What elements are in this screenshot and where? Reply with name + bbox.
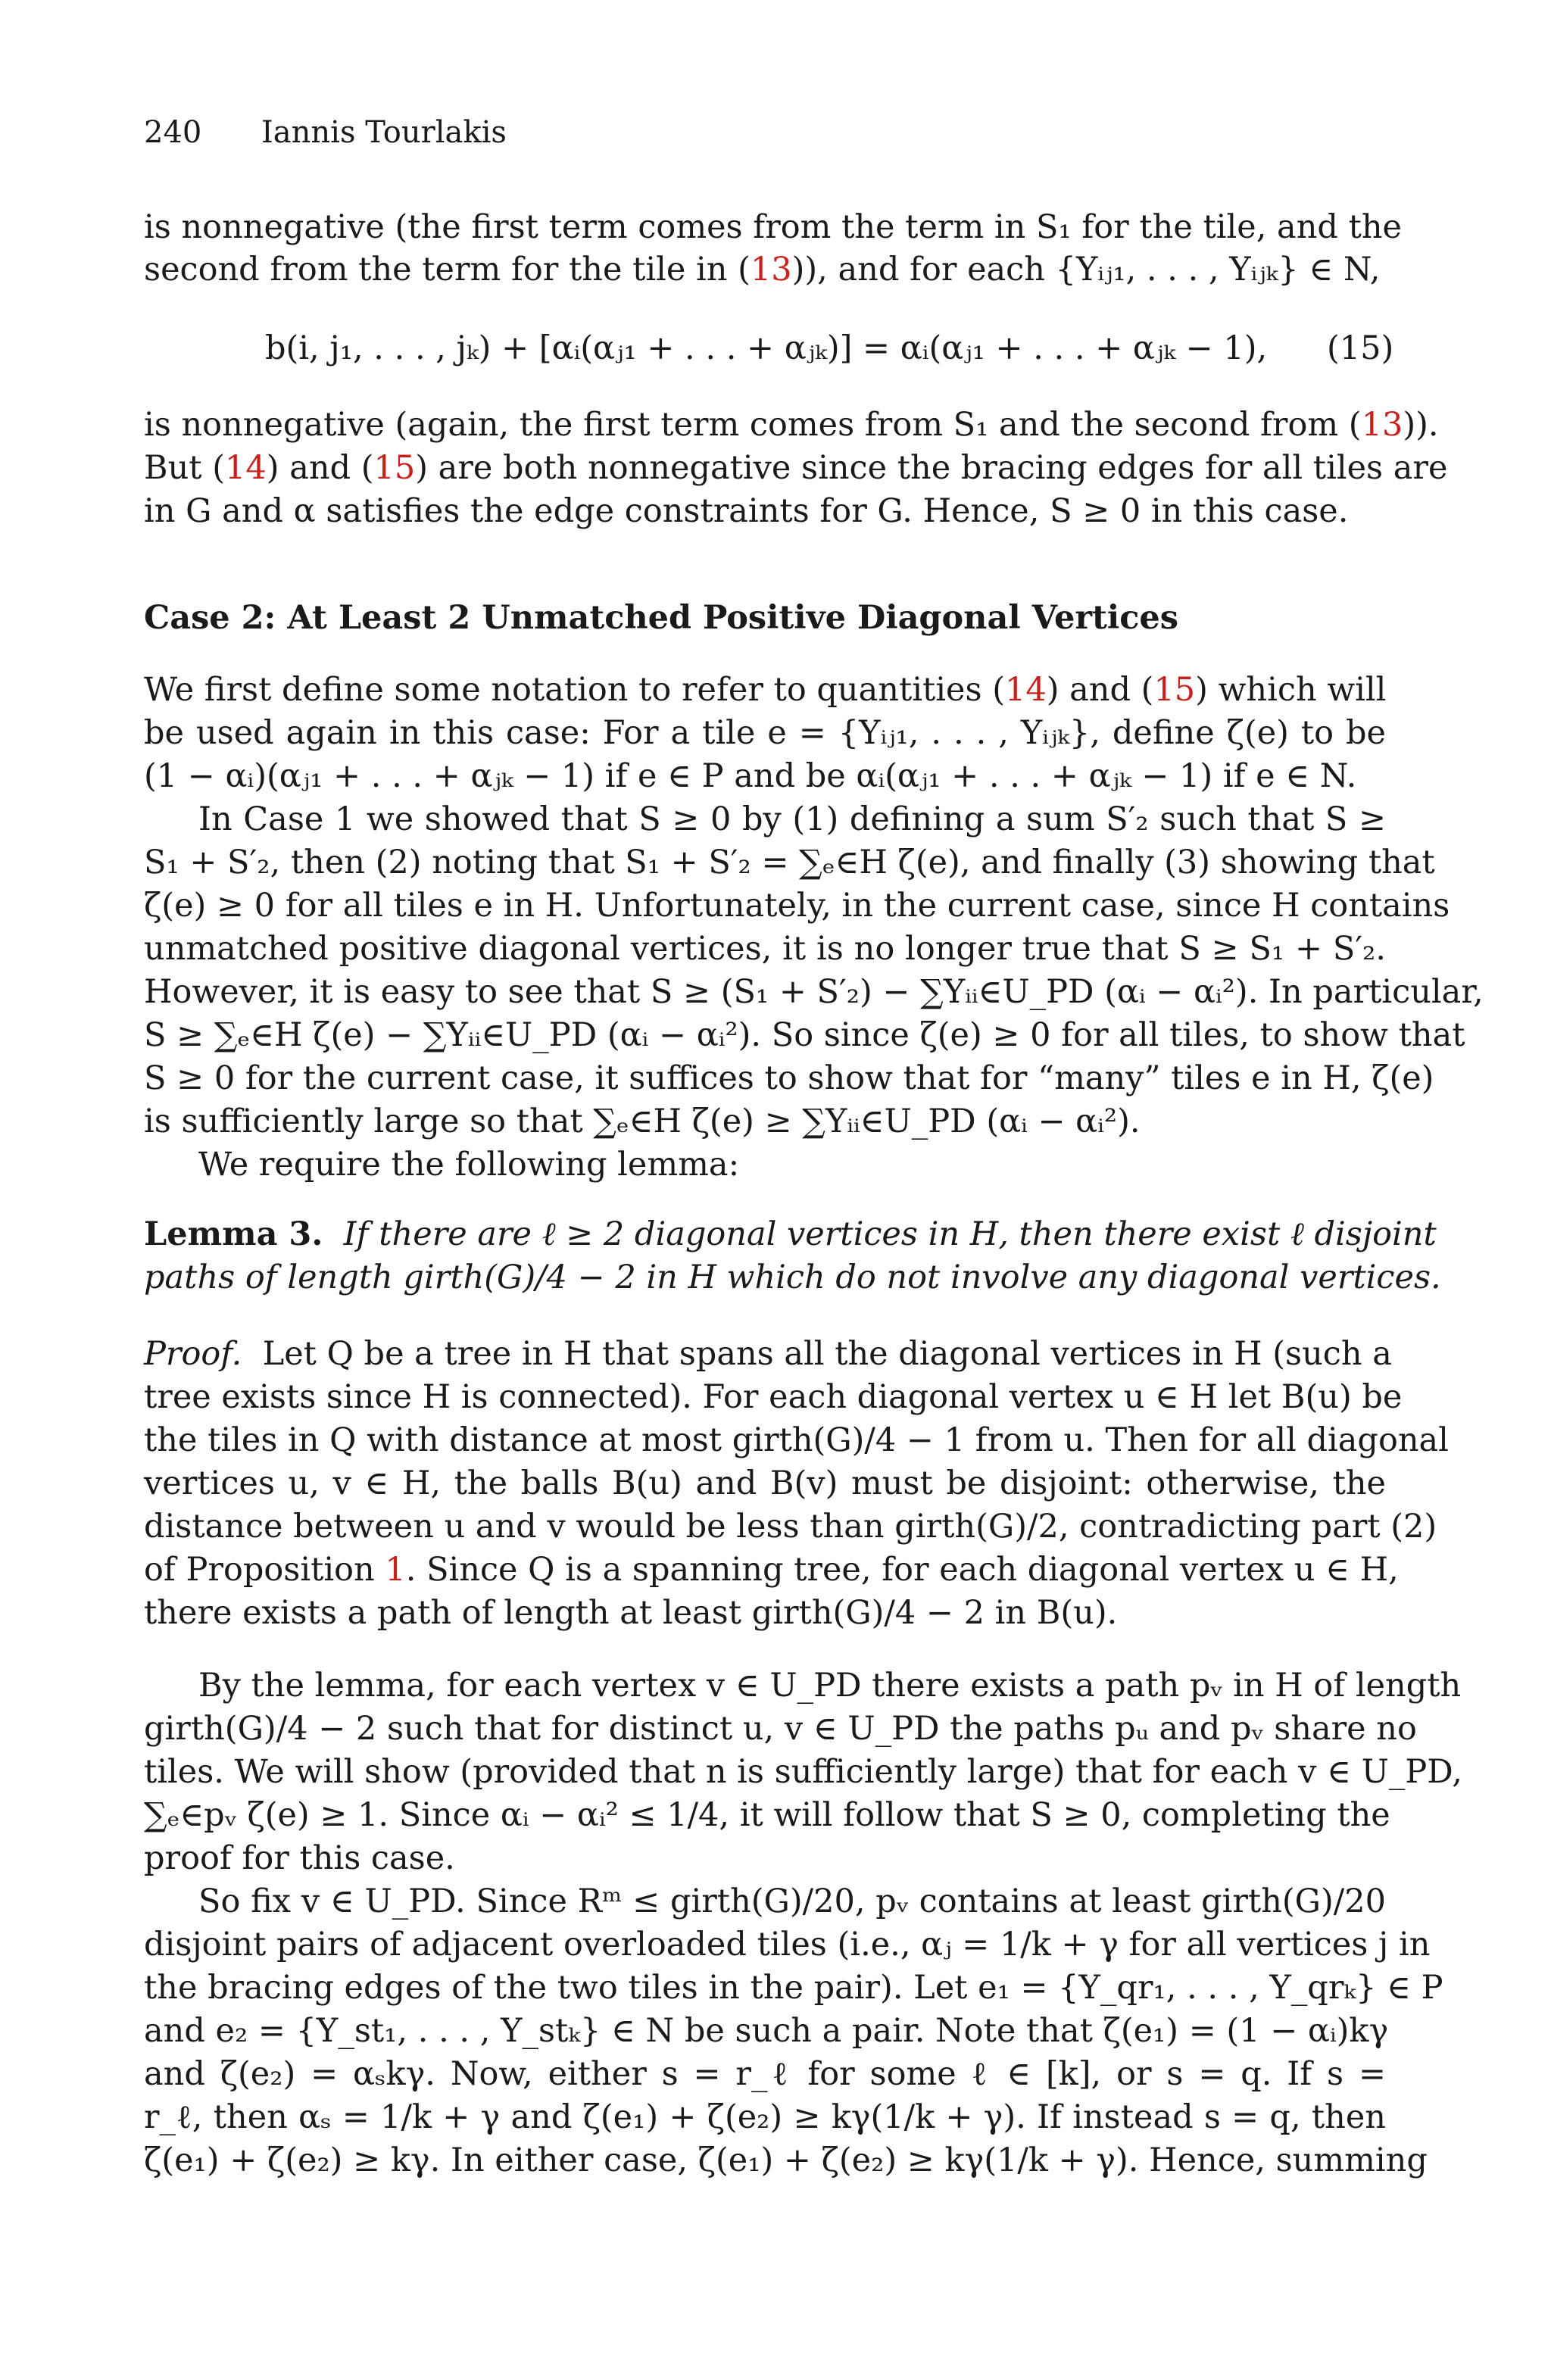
text-line: r_ℓ, then αₛ = 1/k + γ and ζ(e₁) + ζ(e₂) ≥ kγ(1/k + γ). If instead s = q, then — [144, 2098, 1386, 2136]
text-line: there exists a path of length at least girth(G)/4 − 2 in B(u). — [144, 1594, 1118, 1632]
text-line: In Case 1 we showed that S ≥ 0 by (1) defining a sum S′₂ such that S ≥ — [198, 800, 1386, 838]
text-line: of Proposition 1. Since Q is a spanning tree, for each diagonal vertex u ∈ H, — [144, 1551, 1399, 1589]
section-heading: Case 2: At Least 2 Unmatched Positive Diagonal Vertices — [144, 599, 1178, 637]
text-line: disjoint pairs of adjacent overloaded tiles (i.e., αⱼ = 1/k + γ for all vertices j in — [144, 1926, 1431, 1964]
text-line: and e₂ = {Y_st₁, . . . , Y_stₖ} ∈ N be such a pair. Note that ζ(e₁) = (1 − αᵢ)kγ — [144, 2012, 1389, 2050]
text-line: proof for this case. — [144, 1839, 455, 1877]
text-line: and ζ(e₂) = αₛkγ. Now, either s = r_ℓ for some ℓ ∈ [k], or s = q. If s = — [144, 2055, 1386, 2093]
text-line: But (14) and (15) are both nonnegative since the bracing edges for all tiles are — [144, 449, 1448, 487]
text-line: We require the following lemma: — [198, 1146, 740, 1184]
equation-number: (15) — [1327, 329, 1394, 367]
text-line: ζ(e₁) + ζ(e₂) ≥ kγ. In either case, ζ(e₁) + ζ(e₂) ≥ kγ(1/k + γ). Hence, summing — [144, 2141, 1428, 2179]
proof-label: Proof. — [144, 1335, 242, 1373]
text-line: distance between u and v would be less than girth(G)/2, contradicting part (2) — [144, 1508, 1437, 1546]
text-line: S ≥ 0 for the current case, it suffices to show that for “many” tiles e in H, ζ(e) — [144, 1059, 1434, 1097]
text-line: the tiles in Q with distance at most girth(G)/4 − 1 from u. Then for all diagonal — [144, 1421, 1449, 1459]
text-line: So fix v ∈ U_PD. Since Rᵐ ≤ girth(G)/20, pᵥ contains at least girth(G)/20 — [198, 1882, 1386, 1920]
text-line: However, it is easy to see that S ≥ (S₁ + S′₂) − ∑Yᵢᵢ∈U_PD (αᵢ − αᵢ²). In particular, — [144, 973, 1484, 1011]
text-line: S ≥ ∑ₑ∈H ζ(e) − ∑Yᵢᵢ∈U_PD (αᵢ − αᵢ²). So since ζ(e) ≥ 0 for all tiles, to show that — [144, 1016, 1465, 1054]
display-equation: b(i, j₁, . . . , jₖ) + [αᵢ(αⱼ₁ + . . . + αⱼₖ)] = αᵢ(αⱼ₁ + . . . + αⱼₖ − 1), — [265, 329, 1268, 367]
text-line: tree exists since H is connected). For each diagonal vertex u ∈ H let B(u) be — [144, 1378, 1403, 1416]
lemma-label: Lemma 3. — [144, 1215, 323, 1253]
text-line: be used again in this case: For a tile e = {Yᵢⱼ₁, . . . , Yᵢⱼₖ}, define ζ(e) to be — [144, 714, 1386, 752]
text-line: is nonnegative (the first term comes from the term in S₁ for the tile, and the — [144, 208, 1403, 246]
running-head-author: Iannis Tourlakis — [261, 115, 507, 150]
text-line: the bracing edges of the two tiles in the pair). Let e₁ = {Y_qr₁, . . . , Y_qrₖ} ∈ P — [144, 1969, 1443, 2007]
text-line: in G and α satisfies the edge constraints for G. Hence, S ≥ 0 in this case. — [144, 492, 1349, 530]
proof-line — [144, 1333, 1392, 1375]
text-line: second from the term for the tile in (13)), and for each {Yᵢⱼ₁, . . . , Yᵢⱼₖ} ∈ N, — [144, 251, 1381, 289]
text-line: We first define some notation to refer to quantities (14) and (15) which will — [144, 671, 1387, 709]
proof-text: Let Q be a tree in H that spans all the diagonal vertices in H (such a — [262, 1335, 1392, 1373]
text-line: is sufficiently large so that ∑ₑ∈H ζ(e) ≥ ∑Yᵢᵢ∈U_PD (αᵢ − αᵢ²). — [144, 1103, 1141, 1140]
text-line: unmatched positive diagonal vertices, it is no longer true that S ≥ S₁ + S′₂. — [144, 930, 1386, 968]
text-line: By the lemma, for each vertex v ∈ U_PD there exists a path pᵥ in H of length — [198, 1667, 1462, 1705]
text-line: ∑ₑ∈pᵥ ζ(e) ≥ 1. Since αᵢ − αᵢ² ≤ 1/4, it will follow that S ≥ 0, completing the — [144, 1796, 1390, 1834]
text-line: (1 − αᵢ)(αⱼ₁ + . . . + αⱼₖ − 1) if e ∈ P and be αᵢ(αⱼ₁ + . . . + αⱼₖ − 1) if e ∈ N. — [144, 757, 1357, 795]
lemma-line — [144, 1256, 1441, 1299]
text-line: vertices u, v ∈ H, the balls B(u) and B(v) must be disjoint: otherwise, the — [144, 1464, 1386, 1502]
lemma-text: paths of length girth(G)/4 − 2 in H which do not involve any diagonal vertices. — [144, 1259, 1441, 1296]
text-line: is nonnegative (again, the first term comes from S₁ and the second from (13)). — [144, 406, 1439, 444]
lemma-text: If there are ℓ ≥ 2 diagonal vertices in H, then there exist ℓ disjoint — [343, 1215, 1437, 1253]
text-line: tiles. We will show (provided that n is sufficiently large) that for each v ∈ U_PD, — [144, 1753, 1462, 1791]
text-line: girth(G)/4 − 2 such that for distinct u, v ∈ U_PD the paths pᵤ and pᵥ share no — [144, 1710, 1417, 1748]
lemma-line — [144, 1213, 1437, 1256]
text-line: S₁ + S′₂, then (2) noting that S₁ + S′₂ = ∑ₑ∈H ζ(e), and finally (3) showing that — [144, 844, 1435, 881]
text-line: ζ(e) ≥ 0 for all tiles e in H. Unfortunately, in the current case, since H contains — [144, 887, 1450, 925]
page-number: 240 — [144, 115, 202, 150]
